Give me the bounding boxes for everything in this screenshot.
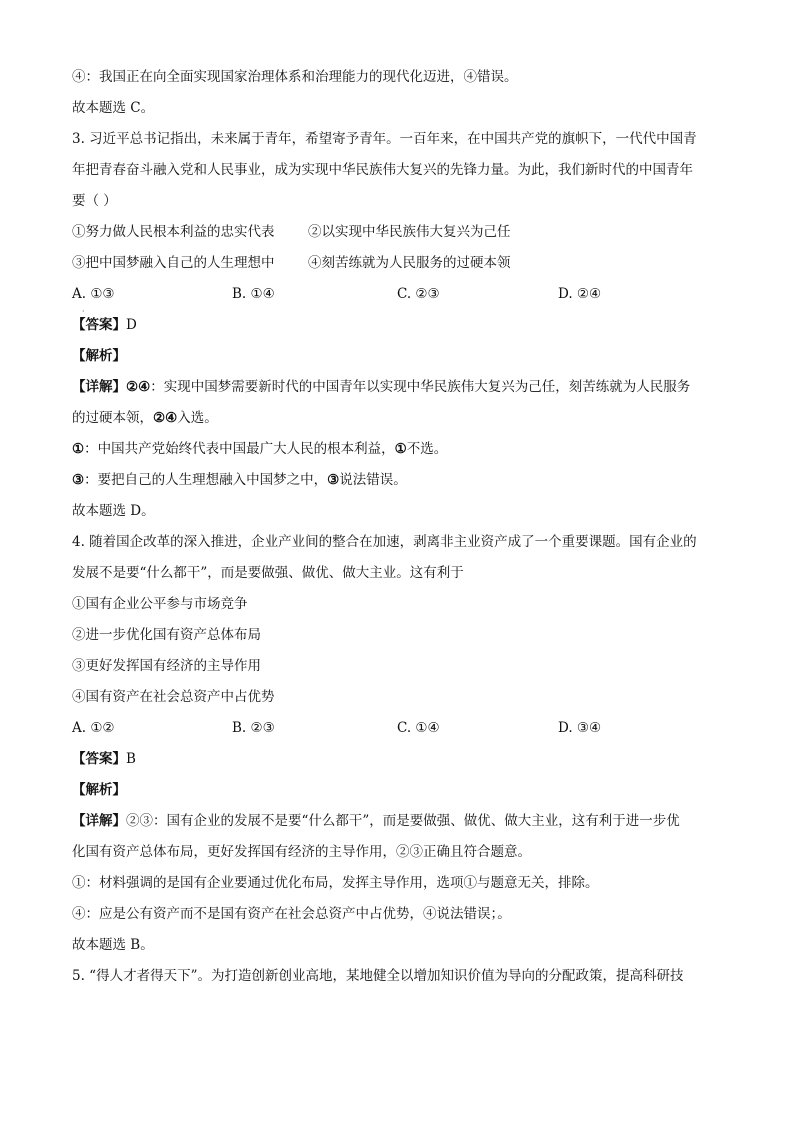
question-3-detail-line-4 — [72, 465, 724, 496]
detail-tag: 【详解】 — [72, 813, 126, 829]
detail-text: 不选。 — [406, 441, 448, 457]
question-4-detail-line-3: ①：材料强调的是国有企业要通过优化布局，发挥主导作用，选项①与题意无关，排除。 — [72, 875, 599, 891]
detail-lead: ②④ — [126, 379, 151, 395]
question-4-option-d: D. ③④ — [558, 720, 602, 736]
question-3 — [72, 124, 724, 527]
document-page — [72, 62, 724, 992]
question-4-stem-line-1: 4. 随着国企改革的深入推进，企业产业间的整合在加速，剥离非主业资产成了一个重要课题。国有企业的 — [72, 534, 697, 550]
analysis-tag: 【解析】 — [72, 348, 126, 364]
question-3-stem-line-1: 3. 习近平总书记指出，未来属于青年，希望寄予青年。一百年来，在中国共产党的旗帜下，一代代中国青 — [72, 131, 697, 147]
question-4-item-2: ②进一步优化国有资产总体布局 — [72, 627, 261, 643]
detail-marker: ②④ — [153, 410, 178, 426]
detail-text: ：要把自己的人生理想融入中国梦之中， — [84, 472, 328, 488]
question-4-stem-line-2: 发展不是要“什么都干”，而是要做强、做优、做大主业。这有利于 — [72, 565, 464, 581]
question-3-option-b: B. ①④ — [232, 286, 275, 302]
question-3-items-row-2 — [72, 248, 724, 279]
detail-marker: ③ — [72, 472, 85, 488]
question-3-stem-line-2: 年把青春奋斗融入党和人民事业，成为实现中华民族伟大复兴的先锋力量。为此，我们新时代的中国青年 — [72, 162, 693, 178]
question-3-item-1: ①努力做人民根本利益的忠实代表 — [72, 224, 275, 240]
question-3-detail-line-3 — [72, 434, 724, 465]
answer-tag: 【答案】 — [72, 317, 126, 333]
question-3-detail-line-2 — [72, 403, 724, 434]
question-3-options — [72, 279, 724, 310]
detail-text: 说法错误。 — [339, 472, 407, 488]
question-4-options — [72, 713, 724, 744]
answer-tag: 【答案】 — [72, 751, 126, 767]
detail-text: ：实现中国梦需要新时代的中国青年以实现中华民族伟大复兴为己任，刻苦练就为人民服务 — [150, 379, 691, 395]
question-4-option-c: C. ①④ — [397, 720, 440, 736]
question-3-conclusion: 故本题选 D。 — [72, 503, 155, 519]
question-4-option-b: B. ②③ — [232, 720, 275, 736]
question-3-items-row-1 — [72, 217, 724, 248]
question-4-item-4: ④国有资产在社会总资产中占优势 — [72, 689, 275, 705]
question-4-answer — [72, 744, 724, 775]
question-4-detail-line-1 — [72, 806, 724, 837]
question-4-analysis-heading — [72, 775, 724, 806]
question-3-option-d: D. ②④ — [558, 286, 602, 302]
answer-value: D — [126, 317, 137, 333]
detail-marker: ③ — [327, 472, 340, 488]
question-4-conclusion: 故本题选 B。 — [72, 937, 154, 953]
detail-text: ②③：国有企业的发展不是要“什么都干”，而是要做强、做优、做大主业，这有利于进一步优 — [126, 813, 680, 829]
question-3-answer — [72, 310, 724, 341]
question-5 — [72, 961, 724, 992]
question-4 — [72, 527, 724, 961]
question-3-item-4: ④刻苦练就为人民服务的过硬本领 — [308, 255, 511, 271]
question-4-item-3: ③更好发挥国有经济的主导作用 — [72, 658, 261, 674]
stray-mark: · — [82, 307, 85, 316]
question-4-item-1: ①国有企业公平参与市场竞争 — [72, 596, 248, 612]
question-3-item-2: ②以实现中华民族伟大复兴为己任 — [308, 224, 511, 240]
answer-value: B — [126, 751, 136, 767]
detail-marker: ① — [394, 441, 407, 457]
question-3-analysis-heading — [72, 341, 724, 372]
detail-text: 的过硬本领， — [72, 410, 153, 426]
question-5-stem-line-1: 5. “得人才者得天下”。为打造创新创业高地，某地健全以增加知识价值为导向的分配政策，提高科研技 — [72, 968, 684, 984]
question-3-option-c: C. ②③ — [397, 286, 440, 302]
question-4-option-a: A. ①② — [72, 720, 115, 736]
detail-text: ：中国共产党始终代表中国最广大人民的根本利益， — [84, 441, 395, 457]
question-3-stem-line-3: 要（ ） — [72, 193, 117, 209]
analysis-tag: 【解析】 — [72, 782, 126, 798]
question-4-detail-line-2: 化国有资产总体布局，更好发挥国有经济的主导作用，②③正确且符合题意。 — [72, 844, 531, 860]
question-3-option-a: A. ①③ — [72, 286, 115, 302]
detail-tag: 【详解】 — [72, 379, 126, 395]
question-3-item-3: ③把中国梦融入自己的人生理想中 — [72, 255, 275, 271]
prev-explanation-line: ④：我国正在向全面实现国家治理体系和治理能力的现代化迈进，④错误。 — [72, 69, 518, 85]
detail-text: 入选。 — [177, 410, 218, 426]
question-4-detail-line-4: ④：应是公有资产而不是国有资产在社会总资产中占优势，④说法错误；。 — [72, 906, 511, 922]
prev-conclusion: 故本题选 C。 — [72, 100, 155, 116]
question-3-detail-line-1 — [72, 372, 724, 403]
detail-marker: ① — [72, 441, 85, 457]
